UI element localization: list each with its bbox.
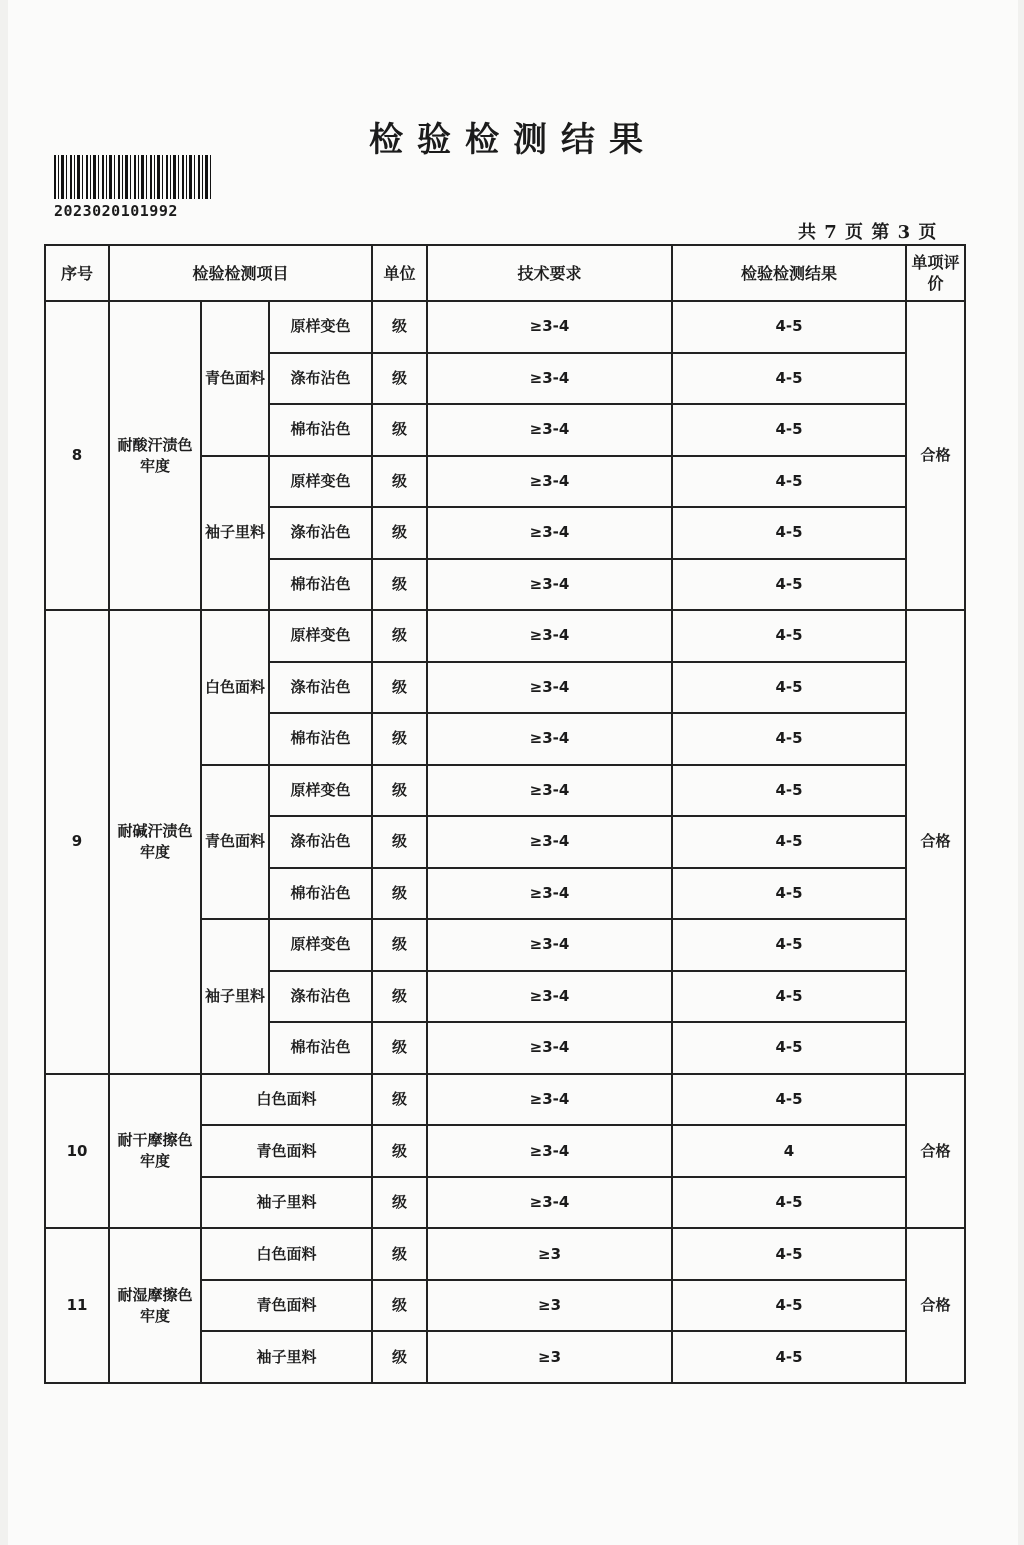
sub-item-cell: 原样变色 — [269, 301, 372, 353]
sub-item-cell: 原样变色 — [269, 456, 372, 508]
unit-cell: 级 — [372, 1022, 427, 1074]
result-cell: 4-5 — [672, 301, 906, 353]
result-cell: 4-5 — [672, 1074, 906, 1126]
requirement-cell: ≥3 — [427, 1228, 672, 1280]
requirement-cell: ≥3-4 — [427, 971, 672, 1023]
result-cell: 4-5 — [672, 713, 906, 765]
material-cell: 青色面料 — [201, 1125, 372, 1177]
unit-cell: 级 — [372, 816, 427, 868]
result-cell: 4-5 — [672, 404, 906, 456]
requirement-cell: ≥3-4 — [427, 610, 672, 662]
requirement-cell: ≥3-4 — [427, 1177, 672, 1229]
result-cell: 4-5 — [672, 1177, 906, 1229]
results-table — [44, 244, 966, 1384]
sub-item-cell: 原样变色 — [269, 765, 372, 817]
table-row — [45, 1074, 965, 1126]
page-title: 检验检测结果 — [369, 120, 657, 160]
requirement-cell: ≥3-4 — [427, 559, 672, 611]
material-cell: 袖子里料 — [201, 919, 269, 1074]
result-cell: 4-5 — [672, 507, 906, 559]
unit-cell: 级 — [372, 610, 427, 662]
sub-item-cell: 涤布沾色 — [269, 353, 372, 405]
sub-item-cell: 涤布沾色 — [269, 816, 372, 868]
result-cell: 4-5 — [672, 559, 906, 611]
sub-item-cell: 棉布沾色 — [269, 868, 372, 920]
material-cell: 白色面料 — [201, 610, 269, 765]
sub-item-cell: 棉布沾色 — [269, 713, 372, 765]
requirement-cell: ≥3-4 — [427, 456, 672, 508]
result-cell: 4 — [672, 1125, 906, 1177]
requirement-cell: ≥3-4 — [427, 816, 672, 868]
result-cell: 4-5 — [672, 971, 906, 1023]
requirement-cell: ≥3-4 — [427, 919, 672, 971]
seq-cell: 11 — [45, 1228, 109, 1383]
sub-item-cell: 涤布沾色 — [269, 971, 372, 1023]
result-cell: 4-5 — [672, 1228, 906, 1280]
result-cell: 4-5 — [672, 868, 906, 920]
requirement-cell: ≥3-4 — [427, 1074, 672, 1126]
sub-item-cell: 原样变色 — [269, 610, 372, 662]
result-cell: 4-5 — [672, 1331, 906, 1383]
requirement-cell: ≥3-4 — [427, 507, 672, 559]
sub-item-cell: 原样变色 — [269, 919, 372, 971]
sub-item-cell: 棉布沾色 — [269, 404, 372, 456]
requirement-cell: ≥3 — [427, 1280, 672, 1332]
unit-cell: 级 — [372, 662, 427, 714]
requirement-cell: ≥3-4 — [427, 301, 672, 353]
unit-cell: 级 — [372, 353, 427, 405]
sub-item-cell: 棉布沾色 — [269, 1022, 372, 1074]
unit-cell: 级 — [372, 1125, 427, 1177]
unit-cell: 级 — [372, 919, 427, 971]
barcode-number: 2023020101992 — [54, 202, 178, 220]
result-cell: 4-5 — [672, 765, 906, 817]
requirement-cell: ≥3-4 — [427, 868, 672, 920]
seq-cell: 9 — [45, 610, 109, 1074]
header-evaluation: 单项评价 — [906, 245, 965, 301]
unit-cell: 级 — [372, 456, 427, 508]
table-header-row — [45, 245, 965, 301]
unit-cell: 级 — [372, 868, 427, 920]
unit-cell: 级 — [372, 559, 427, 611]
material-cell: 袖子里料 — [201, 1331, 372, 1383]
requirement-cell: ≥3-4 — [427, 1125, 672, 1177]
header-item: 检验检测项目 — [109, 245, 372, 301]
requirement-cell: ≥3 — [427, 1331, 672, 1383]
material-cell: 白色面料 — [201, 1228, 372, 1280]
table-row — [45, 1228, 965, 1280]
unit-cell: 级 — [372, 1331, 427, 1383]
test-item-cell: 耐碱汗渍色牢度 — [109, 610, 201, 1074]
unit-cell: 级 — [372, 1177, 427, 1229]
unit-cell: 级 — [372, 1074, 427, 1126]
requirement-cell: ≥3-4 — [427, 713, 672, 765]
test-item-cell: 耐酸汗渍色牢度 — [109, 301, 201, 610]
unit-cell: 级 — [372, 301, 427, 353]
unit-cell: 级 — [372, 507, 427, 559]
sub-item-cell: 棉布沾色 — [269, 559, 372, 611]
material-cell: 袖子里料 — [201, 1177, 372, 1229]
barcode-image — [54, 155, 214, 199]
unit-cell: 级 — [372, 1280, 427, 1332]
seq-cell: 8 — [45, 301, 109, 610]
result-cell: 4-5 — [672, 1022, 906, 1074]
header-result: 检验检测结果 — [672, 245, 906, 301]
evaluation-cell: 合格 — [906, 1074, 965, 1229]
requirement-cell: ≥3-4 — [427, 662, 672, 714]
unit-cell: 级 — [372, 713, 427, 765]
header-requirement: 技术要求 — [427, 245, 672, 301]
unit-cell: 级 — [372, 765, 427, 817]
result-cell: 4-5 — [672, 816, 906, 868]
requirement-cell: ≥3-4 — [427, 353, 672, 405]
result-cell: 4-5 — [672, 662, 906, 714]
table-row — [45, 301, 965, 353]
evaluation-cell: 合格 — [906, 301, 965, 610]
test-item-cell: 耐干摩擦色牢度 — [109, 1074, 201, 1229]
evaluation-cell: 合格 — [906, 1228, 965, 1383]
material-cell: 青色面料 — [201, 765, 269, 920]
header-unit: 单位 — [372, 245, 427, 301]
result-cell: 4-5 — [672, 1280, 906, 1332]
header-seq: 序号 — [45, 245, 109, 301]
unit-cell: 级 — [372, 404, 427, 456]
sub-item-cell: 涤布沾色 — [269, 662, 372, 714]
requirement-cell: ≥3-4 — [427, 404, 672, 456]
material-cell: 青色面料 — [201, 301, 269, 456]
material-cell: 袖子里料 — [201, 456, 269, 611]
evaluation-cell: 合格 — [906, 610, 965, 1074]
unit-cell: 级 — [372, 971, 427, 1023]
result-cell: 4-5 — [672, 610, 906, 662]
page-info: 共 7 页 第 3 页 — [798, 222, 938, 243]
sub-item-cell: 涤布沾色 — [269, 507, 372, 559]
material-cell: 青色面料 — [201, 1280, 372, 1332]
requirement-cell: ≥3-4 — [427, 765, 672, 817]
seq-cell: 10 — [45, 1074, 109, 1229]
test-item-cell: 耐湿摩擦色牢度 — [109, 1228, 201, 1383]
result-cell: 4-5 — [672, 353, 906, 405]
result-cell: 4-5 — [672, 456, 906, 508]
table-row — [45, 610, 965, 662]
unit-cell: 级 — [372, 1228, 427, 1280]
result-cell: 4-5 — [672, 919, 906, 971]
material-cell: 白色面料 — [201, 1074, 372, 1126]
requirement-cell: ≥3-4 — [427, 1022, 672, 1074]
